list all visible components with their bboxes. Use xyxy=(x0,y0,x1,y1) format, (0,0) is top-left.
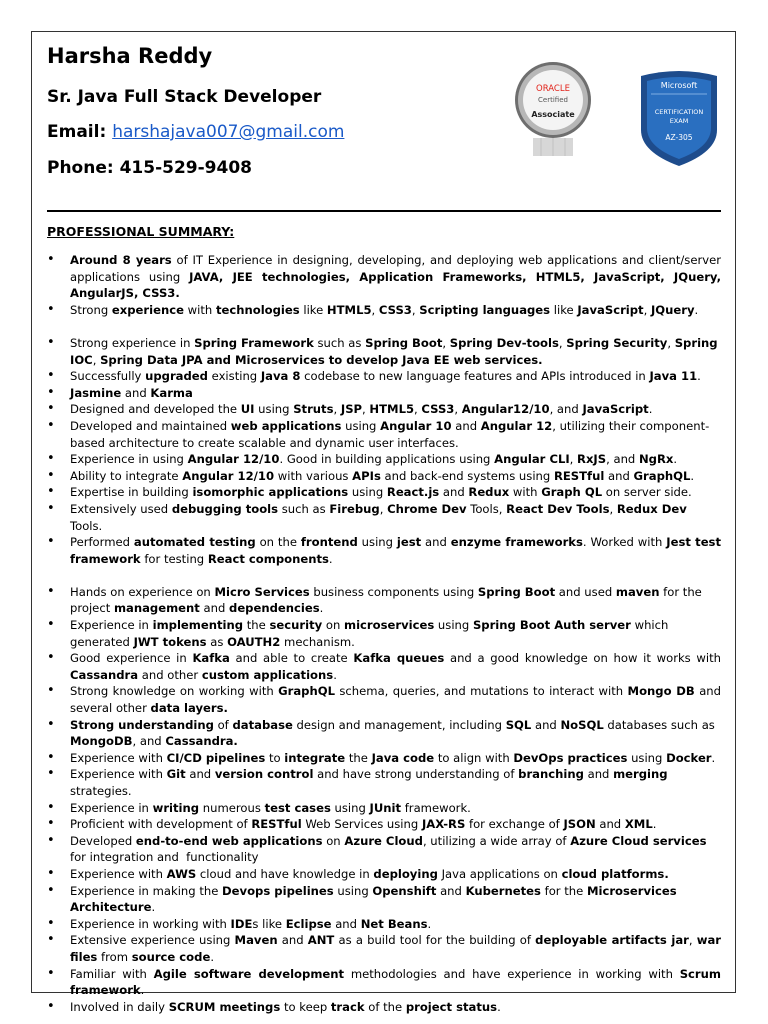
summary-bullet xyxy=(47,335,721,368)
bullet-text: Experience in making the Devops pipelines using Openshift and Kubernetes for the Microservices Architecture. xyxy=(70,883,677,915)
email-line xyxy=(47,122,344,142)
bullet-text: Successfully upgraded existing Java 8 codebase to new language features and APIs introduced in Java 11. xyxy=(70,369,701,384)
summary-bullet xyxy=(47,451,721,468)
bullet-dot: • xyxy=(47,799,55,815)
ms-exam-code: AZ-305 xyxy=(665,133,693,142)
bullet-text: Designed and developed the UI using Struts, JSP, HTML5, CSS3, Angular12/10, and JavaScript. xyxy=(70,402,653,417)
summary-bullet xyxy=(47,617,721,650)
summary-bullet xyxy=(47,833,721,866)
bullet-text: Strong experience with technologies like HTML5, CSS3, Scripting languages like JavaScript, JQuery. xyxy=(70,302,699,317)
phone-line xyxy=(47,158,252,178)
summary-bullet xyxy=(47,385,721,402)
bullet-text: Strong understanding of database design and management, including SQL and NoSQL databases such as MongoDB, and Cassandra. xyxy=(70,717,715,749)
bullet-text: Experience in implementing the security on microservices using Spring Boot Auth server which generated JWT tokens as OAUTH2 mechanism. xyxy=(70,618,669,649)
oracle-certified-badge xyxy=(513,60,593,160)
bullet-dot: • xyxy=(47,965,55,981)
bullet-text: Expertise in building isomorphic applications using React.js and Redux with Graph QL on server side. xyxy=(70,485,692,500)
summary-bullet xyxy=(47,368,721,385)
summary-bullet xyxy=(47,484,721,501)
bullet-text: Extensive experience using Maven and ANT as a build tool for the building of deployable artifacts jar, war files from source code. xyxy=(70,933,721,964)
summary-bullet xyxy=(47,401,721,418)
bullet-text: Hands on experience on Micro Services business components using Spring Boot and used maven for the project management and dependencies. xyxy=(70,584,702,616)
summary-bullet xyxy=(47,534,721,567)
bullet-dot: • xyxy=(47,500,55,516)
bullet-text: Experience with AWS cloud and have knowledge in deploying Java applications on cloud platforms. xyxy=(70,866,669,881)
bullet-dot: • xyxy=(47,334,55,350)
bullet-dot: • xyxy=(47,716,55,732)
summary-bullet xyxy=(47,650,721,683)
bullet-text: Experience in using Angular 12/10. Good in building applications using Angular CLI, RxJS, and NgRx. xyxy=(70,452,678,467)
summary-bullet xyxy=(47,932,721,965)
bullet-text: Jasmine and Karma xyxy=(70,385,193,400)
microsoft-certification-badge xyxy=(637,66,721,168)
phone-number: 415-529-9408 xyxy=(119,158,252,178)
summary-bullet xyxy=(47,966,721,999)
bullet-text: Familiar with Agile software development methodologies and have experience in working with Scrum framework. xyxy=(70,966,721,998)
bullet-dot: • xyxy=(47,617,55,633)
summary-bullet xyxy=(47,883,721,916)
summary-bullet xyxy=(47,999,721,1016)
bullet-dot: • xyxy=(47,749,55,765)
phone-label: Phone: xyxy=(47,158,114,178)
bullet-dot: • xyxy=(47,865,55,881)
oracle-brand: ORACLE xyxy=(536,84,570,94)
header-divider xyxy=(47,210,721,212)
bullet-dot: • xyxy=(47,368,55,384)
email-link[interactable]: harshajava007@gmail.com xyxy=(112,122,345,142)
bullet-text: Developed and maintained web applications using Angular 10 and Angular 12, utilizing their component-based architecture to create scalable and dynamic user interfaces. xyxy=(70,418,710,450)
summary-bullet xyxy=(47,866,721,883)
bullet-dot: • xyxy=(47,832,55,848)
summary-bullet xyxy=(47,252,721,302)
oracle-certified: Certified xyxy=(538,96,568,104)
ms-line1: CERTIFICATION xyxy=(654,108,704,116)
section-heading-professional-summary: PROFESSIONAL SUMMARY: xyxy=(47,224,235,239)
summary-bullet xyxy=(47,717,721,750)
bullet-text: Experience with Git and version control and have strong understanding of branching and merging strategies. xyxy=(70,767,668,798)
summary-bullet xyxy=(47,750,721,767)
job-title: Sr. Java Full Stack Developer xyxy=(47,87,322,107)
summary-bullet xyxy=(47,916,721,933)
bullet-dot: • xyxy=(47,583,55,599)
summary-bullet xyxy=(47,683,721,716)
bullet-dot: • xyxy=(47,882,55,898)
summary-bullet xyxy=(47,302,721,319)
bullet-dot: • xyxy=(47,384,55,400)
bullet-text: Involved in daily SCRUM meetings to keep track of the project status. xyxy=(70,999,501,1014)
summary-bullet xyxy=(47,816,721,833)
bullet-dot: • xyxy=(47,915,55,931)
summary-bullet xyxy=(47,766,721,799)
bullet-dot: • xyxy=(47,401,55,417)
bullet-dot: • xyxy=(47,467,55,483)
bullet-text: Strong experience in Spring Framework such as Spring Boot, Spring Dev-tools, Spring Security, Spring IOC, Spring Data JPA and Microservices to develop Java EE web services. xyxy=(70,335,718,367)
summary-bullet xyxy=(47,468,721,485)
bullet-dot: • xyxy=(47,998,55,1014)
bullet-text: Experience in working with IDEs like Eclipse and Net Beans. xyxy=(70,916,432,931)
bullet-dot: • xyxy=(47,766,55,782)
bullet-dot: • xyxy=(47,417,55,433)
summary-bullet xyxy=(47,800,721,817)
bullet-text: Performed automated testing on the frontend using jest and enzyme frameworks. Worked with Jest test framework for testing React components. xyxy=(70,535,722,566)
bullet-text: Developed end-to-end web applications on Azure Cloud, utilizing a wide array of Azure Cloud services for integration and functionality xyxy=(70,833,707,865)
summary-bullet xyxy=(47,501,721,534)
oracle-associate: Associate xyxy=(531,110,575,119)
ms-line2: EXAM xyxy=(669,117,689,125)
bullet-dot: • xyxy=(47,484,55,500)
summary-bullet xyxy=(47,584,721,617)
bullet-text: Around 8 years of IT Experience in designing, developing, and deploying web applications and client/server applications using JAVA, JEE technologies, Application Frameworks, HTML5, JavaScript, JQuery, AngularJS, CSS3. xyxy=(70,253,721,301)
summary-bullet xyxy=(47,418,721,451)
bullet-dot: • xyxy=(47,816,55,832)
bullet-text: Extensively used debugging tools such as Firebug, Chrome Dev Tools, React Dev Tools, Redux Dev Tools. xyxy=(70,501,687,533)
bullet-dot: • xyxy=(47,650,55,666)
bullet-dot: • xyxy=(47,534,55,550)
ms-brand: Microsoft xyxy=(660,81,698,90)
bullet-dot: • xyxy=(47,252,55,267)
bullet-dot: • xyxy=(47,301,55,317)
candidate-name: Harsha Reddy xyxy=(47,44,213,68)
bullet-text: Strong knowledge on working with GraphQL schema, queries, and mutations to interact with Mongo DB and several other data layers. xyxy=(70,684,721,716)
bullet-text: Experience with CI/CD pipelines to integrate the Java code to align with DevOps practices using Docker. xyxy=(70,750,716,765)
bullet-text: Experience in writing numerous test cases using JUnit framework. xyxy=(70,800,471,815)
bullet-dot: • xyxy=(47,932,55,948)
summary-bullet-list xyxy=(47,252,721,1015)
bullet-dot: • xyxy=(47,451,55,467)
email-label: Email: xyxy=(47,122,107,142)
bullet-dot: • xyxy=(47,683,55,699)
bullet-text: Ability to integrate Angular 12/10 with various APIs and back-end systems using RESTful and GraphQL. xyxy=(70,468,695,483)
bullet-text: Good experience in Kafka and able to create Kafka queues and a good knowledge on how it works with Cassandra and other custom applications. xyxy=(70,651,722,682)
bullet-text: Proficient with development of RESTful Web Services using JAX-RS for exchange of JSON and XML. xyxy=(70,817,657,832)
